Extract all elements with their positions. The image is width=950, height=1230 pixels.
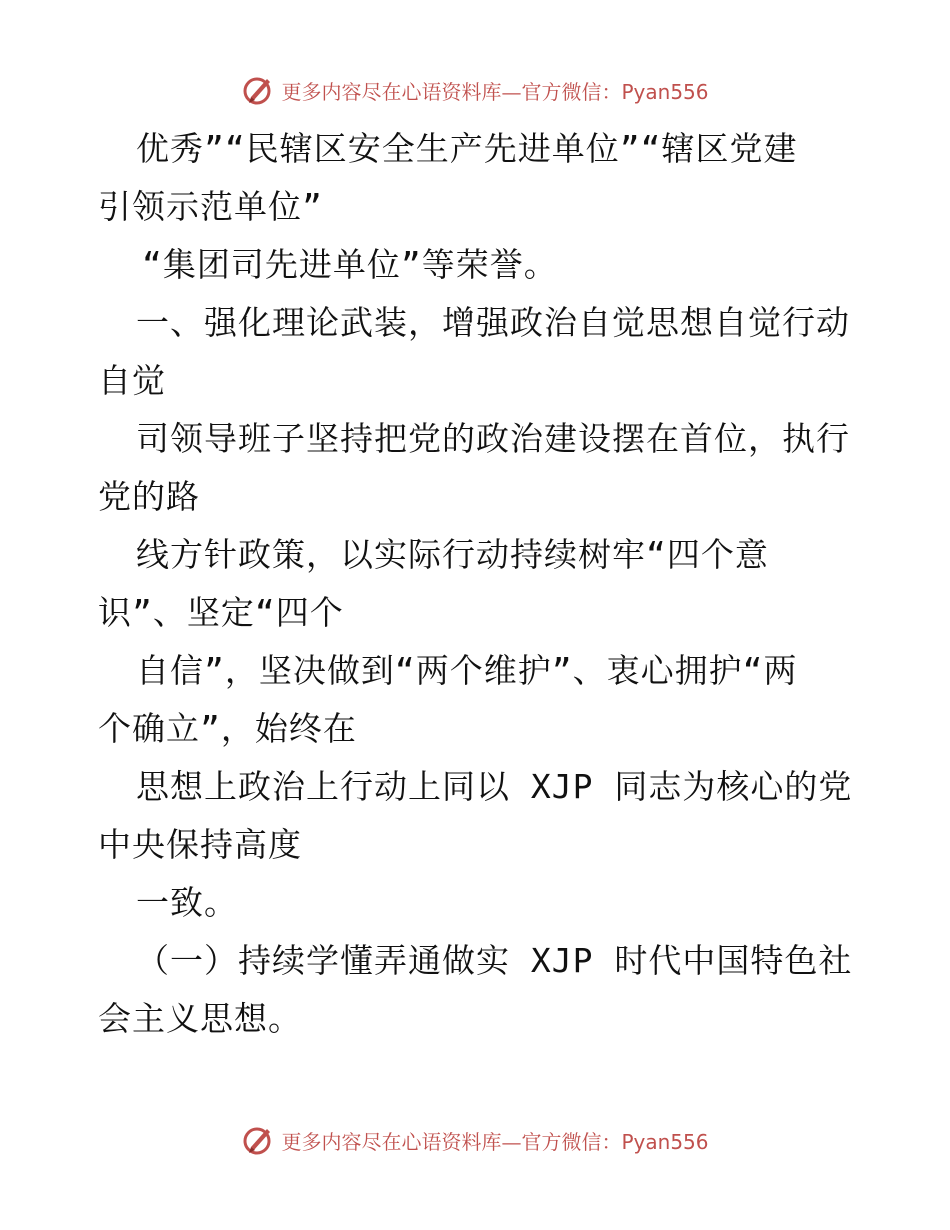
text-line: 自觉: [98, 361, 166, 400]
text-line: 一致。: [136, 883, 238, 922]
footer-watermark: [0, 1120, 950, 1160]
text-line: （一）持续学懂弄通做实 XJP 时代中国特色社: [136, 941, 853, 980]
text-line: 识”、坚定“四个: [98, 593, 344, 632]
text-line: 思想上政治上行动上同以 XJP 同志为核心的党: [136, 767, 853, 806]
watermark-text: 更多内容尽在心语资料库—官方微信：Pyan556: [281, 1129, 709, 1154]
text-line: 引领示范单位”: [98, 187, 323, 226]
text-line: 个确立”，始终在: [98, 709, 357, 748]
text-line: 优秀”“民辖区安全生产先进单位”“辖区党建: [136, 129, 798, 168]
watermark-text: 更多内容尽在心语资料库—官方微信：Pyan556: [281, 79, 709, 104]
quill-circle-icon: [241, 73, 275, 107]
text-line: 会主义思想。: [98, 999, 302, 1038]
text-line: 党的路: [98, 477, 200, 516]
text-line: “集团司先进单位”等荣誉。: [142, 245, 558, 284]
quill-circle-icon: [241, 1123, 275, 1157]
text-line: 司领导班子坚持把党的政治建设摆在首位，执行: [136, 419, 850, 458]
text-line: 中央保持高度: [98, 825, 302, 864]
text-line: 线方针政策，以实际行动持续树牢“四个意: [136, 535, 769, 574]
header-watermark: [0, 70, 950, 110]
text-line: 一、强化理论武装，增强政治自觉思想自觉行动: [136, 303, 850, 342]
text-line: 自信”，坚决做到“两个维护”、衷心拥护“两: [136, 651, 798, 690]
document-body: [98, 120, 858, 1048]
